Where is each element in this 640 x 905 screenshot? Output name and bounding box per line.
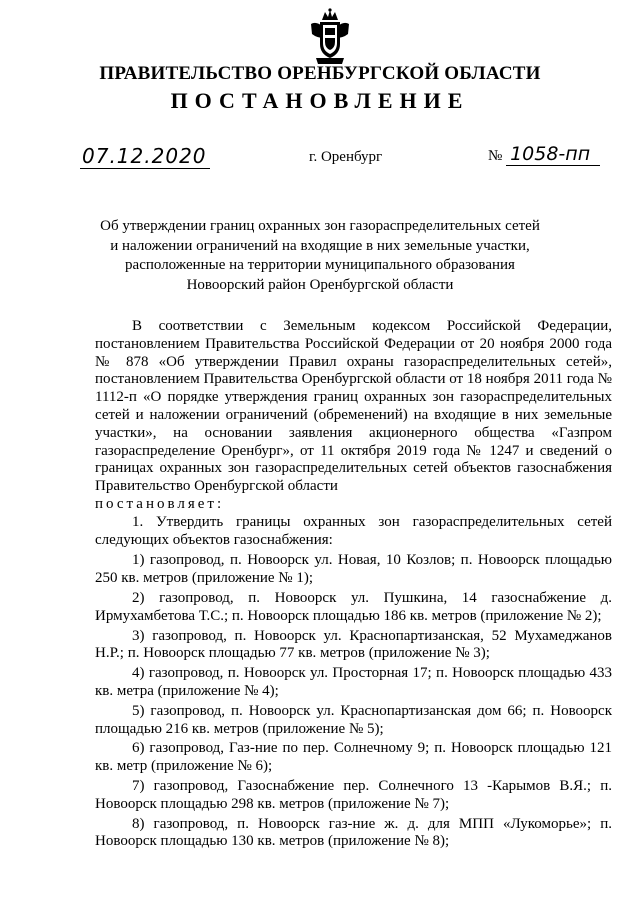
clause-1: 1. Утвердить границы охранных зон газораспределительных сетей следующих объектов газоснабжения: [95,513,612,548]
subject-line: и наложении ограничений на входящие в них земельные участки, [110,237,530,254]
list-item: 8) газопровод, п. Новоорск газ-ние ж. д. для МПП «Лукоморье»; п. Новоорск площадью 130 кв. метров (приложение № 8); [95,815,612,850]
document-date: 07.12.2020 [80,144,210,169]
list-item: 1) газопровод, п. Новоорск ул. Новая, 10 Козлов; п. Новоорск площадью 250 кв. метров (приложение № 1); [95,552,612,587]
organization-title: ПРАВИТЕЛЬСТВО ОРЕНБУРГСКОЙ ОБЛАСТИ [99,63,541,84]
document-type: ПОСТАНОВЛЕНИЕ [170,88,470,113]
preamble: В соответствии с Земельным кодексом Российской Федерации, постановлением Правительства Российской Федерации от 20 ноября 2000 года № 878 «Об утверждении Правил охраны газораспределительных сетей», постановлением Правительства Оренбургской области от 18 ноября 2011 года № 1112-п «О порядке утверждения границ охранных зон газораспределительных сетей и наложении ограничений (обременений) на входящие в них земельные участки», на основании заявления акционерного общества «Газпром газораспределение Оренбург», от 11 октября 2019 года № 1247 и сведений о границах охранных зон газораспределительных сетей объектов газоснабжения Правительство Оренбургской области [95,318,612,495]
subject-line: расположенные на территории муниципального образования [125,257,515,273]
decree-word: постановляет: [95,495,225,512]
list-item: 3) газопровод, п. Новоорск ул. Краснопартизанская, 52 Мухамеджанов Н.Р.; п. Новоорск площадью 77 кв. метров (приложение № 3); [95,627,612,662]
number-prefix: № [488,148,503,164]
list-item: 6) газопровод, Газ-ние по пер. Солнечному 9; п. Новоорск площадью 121 кв. метр (приложение № 6); [95,740,612,775]
subject-line: Новоорский район Оренбургской области [186,276,454,293]
coat-of-arms-icon [308,8,352,66]
document-body [95,318,612,853]
list-item: 7) газопровод, Газоснабжение пер. Солнечного 13 -Карымов В.Я.; п. Новоорск площадью 298 кв. метров (приложение № 7); [95,777,612,812]
subject-line: Об утверждении границ охранных зон газораспределительных сетей [100,218,540,234]
number-value: 1058-пп [506,143,600,166]
city: г. Оренбург [309,149,383,165]
document-subject [0,217,640,295]
list-item: 2) газопровод, п. Новоорск ул. Пушкина, 14 газоснабжение д. Ирмухамбетова Т.С.; п. Новоорск площадью 186 кв. метров (приложение № 2); [95,589,612,624]
list-item: 4) газопровод, п. Новоорск ул. Просторная 17; п. Новоорск площадью 433 кв. метра (приложение № 4); [95,665,612,699]
list-item: 5) газопровод, п. Новоорск ул. Краснопартизанская дом 66; п. Новоорск площадью 216 кв. метров (приложение № 5); [95,702,612,737]
document-number [488,143,600,166]
